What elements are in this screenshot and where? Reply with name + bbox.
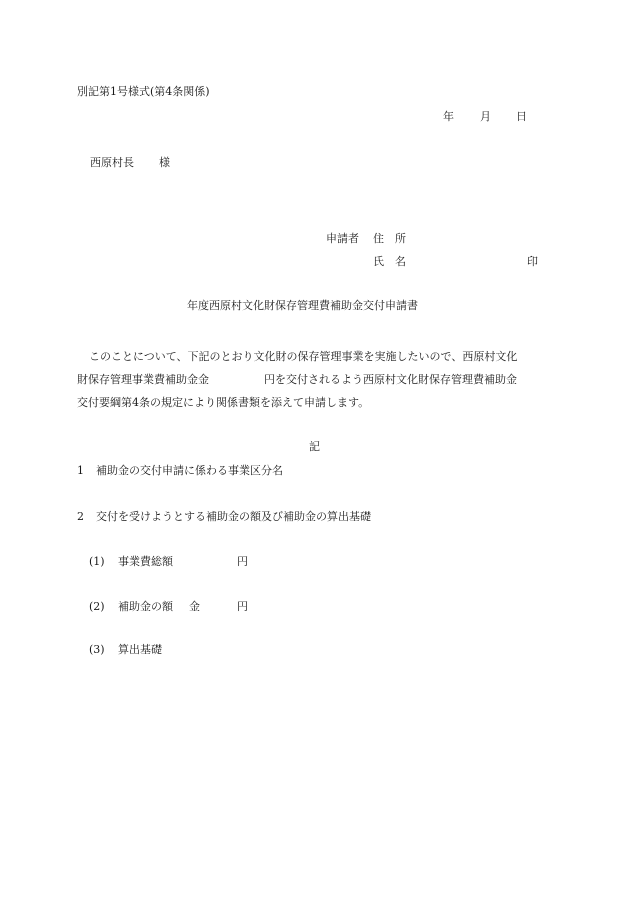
- date-day-label: 日: [516, 110, 527, 123]
- item-1-number: 1: [77, 464, 84, 477]
- body-paragraph: [77, 345, 557, 414]
- form-header: 別記第1号様式(第4条関係): [77, 85, 210, 98]
- applicant-name-label: 氏 名: [373, 255, 406, 268]
- sub-3-label: 算出基礎: [118, 643, 162, 656]
- sub-1-unit: 円: [237, 555, 248, 568]
- body-line-2-end: 円を交付されるよう西原村文化財保存管理費補助金: [264, 373, 517, 386]
- sub-2-prefix: 金: [189, 600, 200, 613]
- applicant-address-label: 住 所: [373, 232, 406, 245]
- body-line-1: このことについて、下記のとおり文化財の保存管理事業を実施したいので、西原村文化: [89, 350, 518, 363]
- sub-1-number: (1): [89, 555, 105, 568]
- sub-2-number: (2): [89, 600, 105, 613]
- item-2-text: 交付を受けようとする補助金の額及び補助金の算出基礎: [96, 510, 371, 523]
- body-line-2-start: 財保存管理事業費補助金金: [77, 373, 209, 386]
- date-year-label: 年: [443, 110, 454, 123]
- sub-2-label: 補助金の額: [118, 600, 173, 613]
- addressee-honorific: 様: [159, 156, 170, 169]
- applicant-label: 申請者: [326, 232, 359, 245]
- sub-3-number: (3): [89, 643, 105, 656]
- item-2-number: 2: [77, 510, 84, 523]
- addressee-name: 西原村長: [90, 156, 134, 169]
- body-line-3: 交付要綱第4条の規定により関係書類を添えて申請します。: [77, 396, 370, 409]
- date-month-label: 月: [480, 110, 491, 123]
- body-line-2: [77, 368, 557, 391]
- sub-1-label: 事業費総額: [118, 555, 173, 568]
- item-1-text: 補助金の交付申請に係わる事業区分名: [96, 464, 283, 477]
- seal-mark: 印: [527, 255, 538, 268]
- ki-heading: 記: [309, 440, 320, 453]
- document-title: 年度西原村文化財保存管理費補助金交付申請書: [187, 299, 418, 312]
- sub-2-unit: 円: [237, 600, 248, 613]
